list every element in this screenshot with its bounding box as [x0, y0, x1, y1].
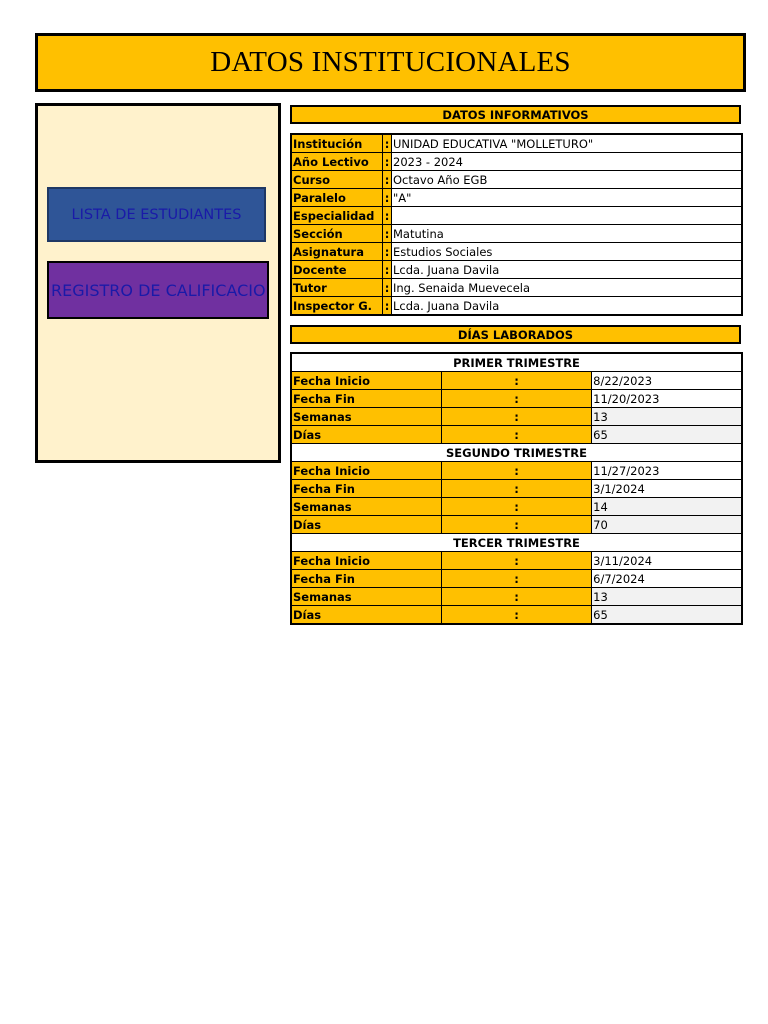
info-label: Inspector G.: [291, 297, 383, 316]
grades-register-button[interactable]: REGISTRO DE CALIFICACIO: [47, 261, 269, 319]
separator: :: [383, 153, 392, 171]
separator: :: [383, 297, 392, 316]
info-label: Docente: [291, 261, 383, 279]
row-label: Fecha Inicio: [291, 462, 441, 480]
row-label: Fecha Inicio: [291, 372, 441, 390]
informative-data-table: [290, 133, 743, 316]
info-value[interactable]: Ing. Senaida Muevecela: [392, 279, 743, 297]
info-row-seccion: [291, 225, 742, 243]
info-value[interactable]: 2023 - 2024: [392, 153, 743, 171]
row-label: Días: [291, 426, 441, 444]
trimester-title: PRIMER TRIMESTRE: [291, 353, 742, 372]
info-label: Año Lectivo: [291, 153, 383, 171]
row-label: Fecha Fin: [291, 390, 441, 408]
trimester-title: TERCER TRIMESTRE: [291, 534, 742, 552]
info-value[interactable]: Matutina: [392, 225, 743, 243]
separator: :: [383, 279, 392, 297]
info-label: Sección: [291, 225, 383, 243]
info-row-especialidad: [291, 207, 742, 225]
separator: :: [383, 225, 392, 243]
table-row: [291, 570, 742, 588]
navigation-panel: [35, 103, 281, 463]
days-worked-header: DÍAS LABORADOS: [290, 325, 741, 344]
separator: :: [441, 408, 591, 426]
row-value[interactable]: 13: [592, 588, 742, 606]
row-value[interactable]: 11/27/2023: [592, 462, 742, 480]
separator: :: [383, 261, 392, 279]
separator: :: [383, 207, 392, 225]
table-row: [291, 552, 742, 570]
info-row-paralelo: [291, 189, 742, 207]
row-value[interactable]: 8/22/2023: [592, 372, 742, 390]
trimester-header-row: [291, 534, 742, 552]
table-row: [291, 462, 742, 480]
row-label: Fecha Fin: [291, 480, 441, 498]
table-row: [291, 480, 742, 498]
separator: :: [441, 516, 591, 534]
row-label: Semanas: [291, 588, 441, 606]
table-row: [291, 372, 742, 390]
info-label: Asignatura: [291, 243, 383, 261]
separator: :: [383, 171, 392, 189]
table-row: [291, 426, 742, 444]
separator: :: [441, 480, 591, 498]
page-title: DATOS INSTITUCIONALES: [35, 33, 746, 92]
info-row-ano-lectivo: [291, 153, 742, 171]
info-value[interactable]: [392, 207, 743, 225]
row-value[interactable]: 6/7/2024: [592, 570, 742, 588]
info-label: Curso: [291, 171, 383, 189]
trimester-header-row: [291, 353, 742, 372]
info-row-inspector: [291, 297, 742, 316]
info-label: Paralelo: [291, 189, 383, 207]
info-row-docente: [291, 261, 742, 279]
row-value[interactable]: 3/11/2024: [592, 552, 742, 570]
info-label: Tutor: [291, 279, 383, 297]
row-value[interactable]: 14: [592, 498, 742, 516]
separator: :: [441, 426, 591, 444]
separator: :: [441, 552, 591, 570]
table-row: [291, 588, 742, 606]
info-label: Especialidad: [291, 207, 383, 225]
info-row-asignatura: [291, 243, 742, 261]
trimester-header-row: [291, 444, 742, 462]
separator: :: [441, 606, 591, 625]
separator: :: [441, 462, 591, 480]
row-label: Semanas: [291, 498, 441, 516]
row-value[interactable]: 3/1/2024: [592, 480, 742, 498]
info-value[interactable]: Lcda. Juana Davila: [392, 261, 743, 279]
trimester-title: SEGUNDO TRIMESTRE: [291, 444, 742, 462]
separator: :: [383, 189, 392, 207]
separator: :: [441, 372, 591, 390]
row-value[interactable]: 70: [592, 516, 742, 534]
days-worked-table: [290, 352, 743, 625]
info-row-curso: [291, 171, 742, 189]
info-value[interactable]: Lcda. Juana Davila: [392, 297, 743, 316]
info-label: Institución: [291, 134, 383, 153]
row-value[interactable]: 65: [592, 426, 742, 444]
info-value[interactable]: Estudios Sociales: [392, 243, 743, 261]
separator: :: [441, 390, 591, 408]
separator: :: [441, 570, 591, 588]
separator: :: [383, 134, 392, 153]
table-row: [291, 498, 742, 516]
student-list-button[interactable]: LISTA DE ESTUDIANTES: [47, 187, 266, 242]
row-label: Fecha Inicio: [291, 552, 441, 570]
info-row-tutor: [291, 279, 742, 297]
table-row: [291, 390, 742, 408]
info-value[interactable]: Octavo Año EGB: [392, 171, 743, 189]
row-label: Fecha Fin: [291, 570, 441, 588]
informative-data-header: DATOS INFORMATIVOS: [290, 105, 741, 124]
table-row: [291, 516, 742, 534]
row-value[interactable]: 65: [592, 606, 742, 625]
table-row: [291, 408, 742, 426]
separator: :: [441, 498, 591, 516]
table-row: [291, 606, 742, 625]
row-label: Días: [291, 606, 441, 625]
row-label: Días: [291, 516, 441, 534]
separator: :: [441, 588, 591, 606]
info-value[interactable]: UNIDAD EDUCATIVA "MOLLETURO": [392, 134, 743, 153]
info-row-institucion: [291, 134, 742, 153]
separator: :: [383, 243, 392, 261]
row-label: Semanas: [291, 408, 441, 426]
info-value[interactable]: "A": [392, 189, 743, 207]
row-value[interactable]: 13: [592, 408, 742, 426]
row-value[interactable]: 11/20/2023: [592, 390, 742, 408]
